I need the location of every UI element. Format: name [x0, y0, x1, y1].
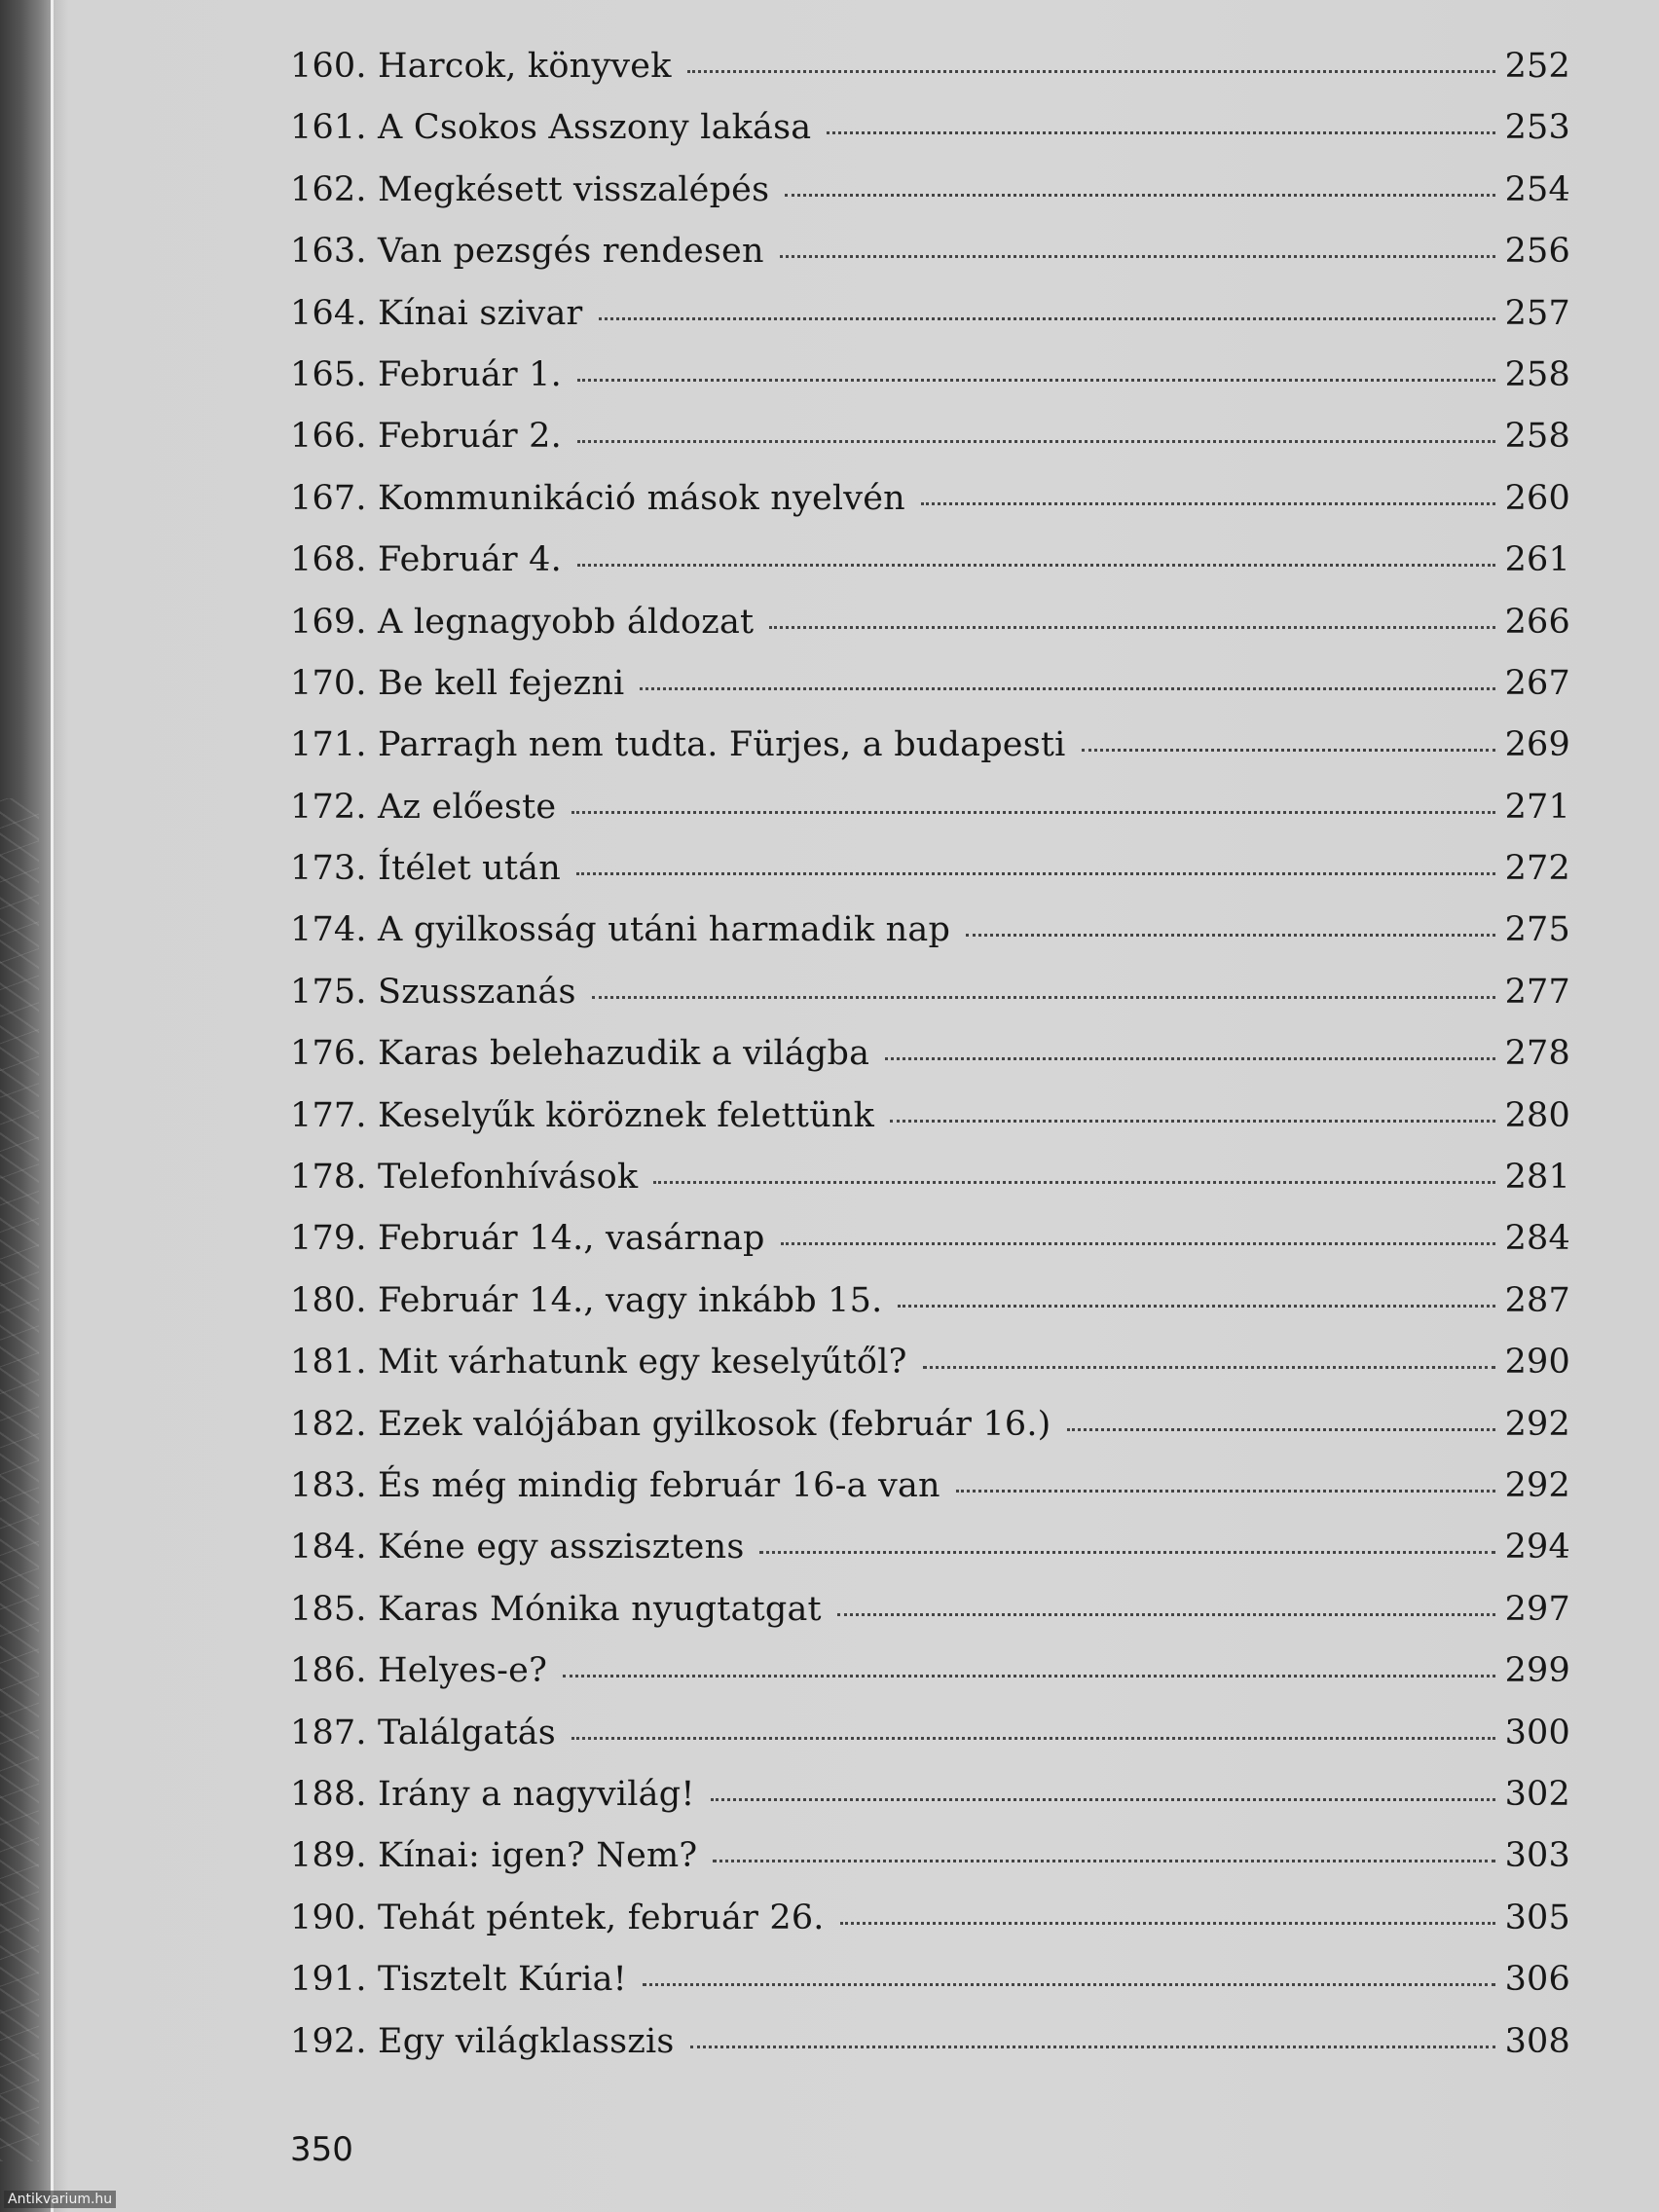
dot-leader	[923, 1365, 1495, 1369]
toc-entry-title: 169. A legnagyobb áldozat	[290, 602, 755, 642]
toc-entry-title: 167. Kommunikáció mások nyelvén	[290, 478, 905, 518]
toc-entry-title: 183. És még mindig február 16-a van	[290, 1465, 940, 1505]
toc-entry-page: 305	[1504, 1898, 1570, 1937]
dot-leader	[921, 501, 1495, 505]
toc-entry	[290, 479, 1570, 540]
toc-entry-page: 260	[1504, 478, 1570, 518]
spine-map-texture	[0, 798, 39, 2161]
dot-leader	[759, 1550, 1494, 1554]
toc-entry	[290, 2022, 1570, 2083]
dot-leader	[643, 1982, 1495, 1986]
dot-leader	[827, 130, 1494, 134]
dot-leader	[571, 1736, 1495, 1740]
dot-leader	[576, 871, 1495, 875]
toc-entry-title: 191. Tisztelt Kúria!	[290, 1960, 627, 2000]
dot-leader	[711, 1797, 1495, 1801]
toc-entry-page: 308	[1504, 2021, 1570, 2061]
dot-leader	[966, 933, 1494, 937]
dot-leader	[577, 563, 1495, 567]
toc-entry-page: 297	[1504, 1589, 1570, 1629]
toc-entry	[290, 170, 1570, 232]
toc-entry	[290, 788, 1570, 849]
table-of-contents	[290, 47, 1570, 2083]
toc-entry-page: 269	[1504, 725, 1570, 765]
toc-entry-page: 284	[1504, 1219, 1570, 1259]
toc-entry-title: 160. Harcok, könyvek	[290, 47, 672, 86]
dot-leader	[898, 1304, 1494, 1308]
dot-leader	[592, 995, 1495, 999]
toc-entry-title: 165. Február 1.	[290, 354, 562, 394]
toc-entry-page: 253	[1504, 108, 1570, 148]
toc-entry-title: 172. Az előeste	[290, 787, 557, 827]
toc-entry-title: 187. Találgatás	[290, 1713, 556, 1752]
toc-entry	[290, 603, 1570, 664]
toc-entry	[290, 1034, 1570, 1095]
dot-leader	[1067, 1427, 1495, 1431]
book-spine-background	[0, 0, 51, 2212]
toc-entry-title: 190. Tehát péntek, február 26.	[290, 1898, 825, 1937]
toc-entry-title: 168. Február 4.	[290, 540, 562, 580]
toc-entry-page: 292	[1504, 1465, 1570, 1505]
toc-entry-page: 299	[1504, 1651, 1570, 1691]
toc-entry-title: 161. A Csokos Asszony lakása	[290, 108, 812, 148]
toc-entry-page: 257	[1504, 293, 1570, 333]
toc-entry-title: 166. Február 2.	[290, 417, 562, 457]
toc-entry-title: 176. Karas belehazudik a világba	[290, 1034, 870, 1074]
page-edge	[51, 0, 54, 2212]
toc-entry	[290, 910, 1570, 972]
dot-leader	[577, 378, 1495, 382]
toc-entry-title: 185. Karas Mónika nyugtatgat	[290, 1589, 822, 1629]
toc-entry-page: 302	[1504, 1774, 1570, 1814]
toc-entry-title: 164. Kínai szivar	[290, 293, 583, 333]
toc-entry-page: 267	[1504, 663, 1570, 703]
toc-entry-page: 256	[1504, 232, 1570, 272]
toc-entry-title: 189. Kínai: igen? Nem?	[290, 1836, 698, 1876]
toc-entry-title: 173. Ítélet után	[290, 849, 561, 889]
toc-entry	[290, 1836, 1570, 1898]
toc-entry	[290, 1714, 1570, 1775]
toc-entry-title: 178. Telefonhívások	[290, 1158, 639, 1198]
dot-leader	[837, 1612, 1495, 1616]
toc-entry-page: 252	[1504, 47, 1570, 86]
toc-entry	[290, 1281, 1570, 1343]
toc-entry-title: 179. Február 14., vasárnap	[290, 1219, 765, 1259]
toc-entry-title: 181. Mit várhatunk egy keselyűtől?	[290, 1343, 907, 1382]
toc-entry	[290, 1466, 1570, 1528]
dot-leader	[885, 1056, 1494, 1060]
toc-entry-title: 180. Február 14., vagy inkább 15.	[290, 1280, 883, 1320]
dot-leader	[563, 1674, 1495, 1677]
toc-entry-title: 174. A gyilkosság utáni harmadik nap	[290, 910, 951, 950]
dot-leader	[653, 1180, 1494, 1184]
toc-entry	[290, 1158, 1570, 1219]
toc-entry	[290, 1096, 1570, 1158]
dot-leader	[781, 1241, 1495, 1245]
toc-entry-page: 266	[1504, 602, 1570, 642]
toc-entry	[290, 1960, 1570, 2021]
toc-entry-page: 300	[1504, 1713, 1570, 1752]
toc-entry	[290, 725, 1570, 787]
toc-entry	[290, 664, 1570, 725]
toc-entry	[290, 355, 1570, 417]
toc-entry	[290, 1775, 1570, 1836]
dot-leader	[1082, 748, 1495, 752]
dot-leader	[769, 625, 1494, 629]
toc-entry	[290, 849, 1570, 910]
toc-entry-page: 290	[1504, 1343, 1570, 1382]
toc-entry-page: 278	[1504, 1034, 1570, 1074]
toc-entry-page: 306	[1504, 1960, 1570, 2000]
toc-entry-title: 177. Keselyűk köröznek felettünk	[290, 1095, 874, 1135]
dot-leader	[690, 2045, 1495, 2048]
toc-entry-page: 258	[1504, 354, 1570, 394]
dot-leader	[780, 254, 1495, 258]
page-number: 350	[290, 2130, 353, 2169]
toc-entry	[290, 540, 1570, 602]
toc-entry	[290, 1405, 1570, 1466]
toc-entry	[290, 47, 1570, 108]
dot-leader	[785, 193, 1494, 197]
toc-entry-title: 188. Irány a nagyvilág!	[290, 1774, 695, 1814]
toc-entry-page: 281	[1504, 1158, 1570, 1198]
toc-entry-page: 303	[1504, 1836, 1570, 1876]
toc-entry-page: 275	[1504, 910, 1570, 950]
toc-entry	[290, 1899, 1570, 1960]
toc-entry-title: 171. Parragh nem tudta. Fürjes, a budapesti	[290, 725, 1066, 765]
watermark: Antikvarium.hu	[4, 2191, 116, 2208]
toc-entry-title: 170. Be kell fejezni	[290, 663, 625, 703]
toc-entry-page: 277	[1504, 972, 1570, 1012]
toc-entry	[290, 973, 1570, 1034]
toc-entry-page: 287	[1504, 1280, 1570, 1320]
dot-leader	[599, 316, 1495, 320]
toc-entry	[290, 417, 1570, 478]
toc-entry-title: 186. Helyes-e?	[290, 1651, 548, 1691]
toc-entry	[290, 1219, 1570, 1280]
toc-entry	[290, 108, 1570, 169]
dot-leader	[956, 1489, 1495, 1493]
toc-entry-title: 175. Szusszanás	[290, 972, 576, 1012]
toc-entry	[290, 1651, 1570, 1713]
toc-entry	[290, 1528, 1570, 1589]
toc-entry-page: 261	[1504, 540, 1570, 580]
dot-leader	[890, 1119, 1495, 1123]
toc-entry-page: 280	[1504, 1095, 1570, 1135]
toc-entry	[290, 1590, 1570, 1651]
toc-entry-page: 258	[1504, 417, 1570, 457]
toc-entry	[290, 232, 1570, 293]
toc-entry-page: 254	[1504, 169, 1570, 209]
dot-leader	[713, 1859, 1494, 1862]
toc-entry-title: 163. Van pezsgés rendesen	[290, 232, 764, 272]
toc-entry-title: 182. Ezek valójában gyilkosok (február 16.)	[290, 1404, 1051, 1444]
toc-entry-page: 271	[1504, 787, 1570, 827]
toc-entry	[290, 1343, 1570, 1404]
toc-entry-title: 192. Egy világklasszis	[290, 2021, 675, 2061]
toc-entry-page: 294	[1504, 1528, 1570, 1567]
dot-leader	[571, 810, 1494, 814]
toc-entry-page: 292	[1504, 1404, 1570, 1444]
dot-leader	[640, 686, 1494, 690]
toc-entry-title: 162. Megkésett visszalépés	[290, 169, 770, 209]
dot-leader	[577, 439, 1495, 443]
toc-entry-page: 272	[1504, 849, 1570, 889]
dot-leader	[840, 1921, 1495, 1925]
dot-leader	[687, 69, 1495, 73]
toc-entry-title: 184. Kéne egy asszisztens	[290, 1528, 745, 1567]
toc-entry	[290, 294, 1570, 355]
